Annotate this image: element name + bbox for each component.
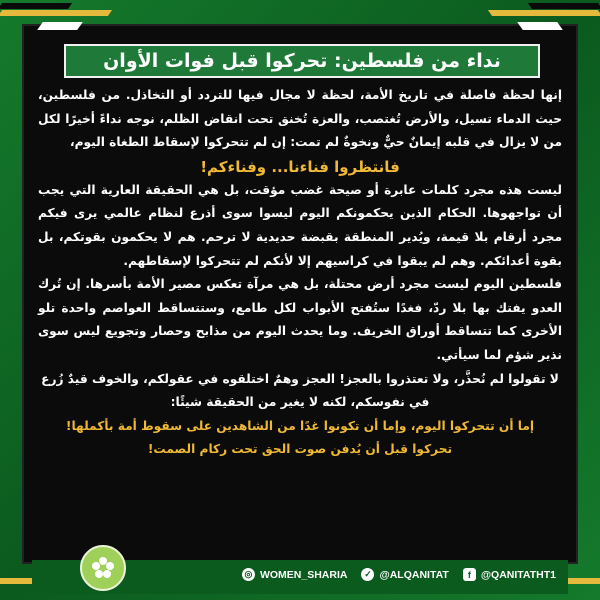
flower-logo-icon — [88, 553, 118, 583]
decor-stripe — [0, 3, 72, 9]
paragraph: لا تقولوا لم نُحذَّر، ولا تعتذروا بالعجز! العجز وهمٌ اختلقوه في عقولكم، والخوف قيدٌ زُرع في نفوسكم، لكنه لا يغير من الحقيقة شيئًا: — [41, 371, 559, 410]
social-link-instagram[interactable] — [242, 568, 348, 581]
brand-logo — [80, 545, 126, 591]
decor-stripe — [488, 10, 600, 16]
facebook-icon: f — [463, 568, 476, 581]
instagram-icon: ◎ — [242, 568, 255, 581]
social-handle: @QANITATHT1 — [480, 568, 556, 581]
social-handle: @ALQANITAT — [379, 568, 449, 581]
social-link-twitter[interactable] — [361, 568, 448, 581]
social-handle: WOMEN_SHARIA — [259, 568, 348, 581]
paragraph: ليست هذه مجرد كلمات عابرة أو صيحة غضب مؤقت، بل هي الحقيقة العارية التي يجب أن تواجهوها. الحكام الذين يحكمونكم اليوم ليسوا سوى أذرع لنظام عالمي يرى فيكم مجرد أرقام بلا قيمة، ويُدير المنطقة بقبضة حديدية لا ترحم. هم لا يحكمون بقوتكم، بل بقوة أعدائكم. وهم لم يبقوا في كراسيهم إلا لأنكم لم تتحركوا لإسقاطهم. — [38, 182, 562, 268]
article-body — [38, 84, 562, 462]
decor-stripe — [0, 10, 112, 16]
twitter-icon: ✓ — [361, 568, 374, 581]
paragraph: فلسطين اليوم ليست مجرد أرض محتلة، بل هي مرآة تعكس مصير الأمة بأسرها. إن تُرك العدو يفتك بها بلا ردّ، فغدًا ستُفتح الأبواب لكل طامع، وستتساقط العواصم واحدة تلو الأخرى كما تتساقط أوراق الخريف. وما يحدث اليوم من مذابح وحصار وتجويع ليس سوى نذير شؤم لما سيأتي. — [38, 277, 562, 362]
closing-line: إما أن تتحركوا اليوم، وإما أن تكونوا غدًا من الشاهدين على سقوط أمة بأكملها! — [65, 418, 535, 433]
social-links — [242, 568, 556, 581]
decor-stripe — [528, 3, 600, 9]
page-title: نداء من فلسطين: تحركوا قبل فوات الأوان — [64, 44, 540, 78]
paragraph: إنها لحظة فاصلة في تاريخ الأمة، لحظة لا مجال فيها للتردد أو التخاذل. من فلسطين، حيث الدماء تسيل، والأرض تُغتصب، والعزة تُخنق تحت انقاض الظلم، نوجه نداءً أخيرًا لكل من لا يزال في قلبه إيمانٌ حيٌّ ونخوةٌ لم تمت: إن لم تتحركوا لإسقاط الطغاة اليوم، — [38, 88, 562, 150]
decor-corner — [517, 22, 563, 30]
decor-corner — [37, 22, 83, 30]
social-link-facebook[interactable] — [463, 568, 556, 581]
call-to-action: فانتظروا فناءنا... وفناءكم! — [200, 157, 400, 176]
closing-line: تحركوا قبل أن يُدفن صوت الحق تحت ركام الصمت! — [147, 442, 453, 457]
